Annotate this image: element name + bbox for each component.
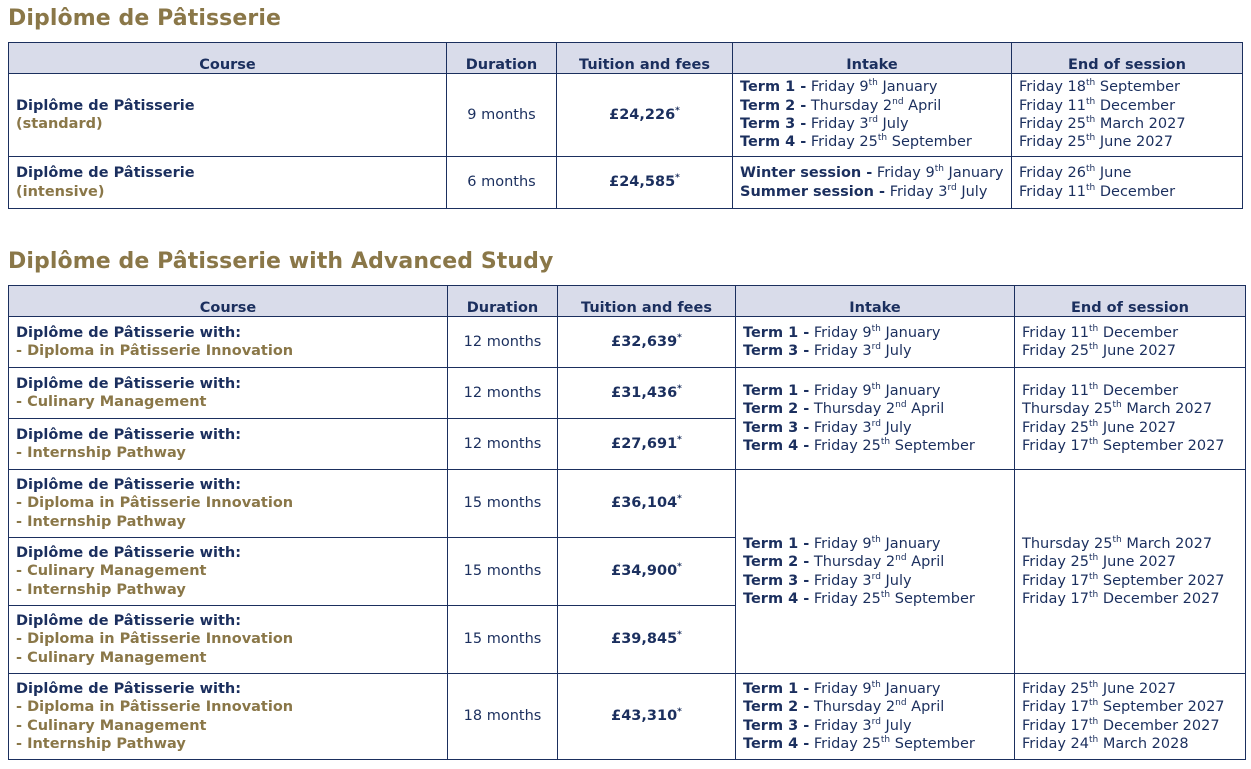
- end-cell: [1012, 157, 1243, 209]
- course-cell: [9, 538, 448, 606]
- table-header-row: [9, 43, 1243, 74]
- course-option: - Culinary Management: [16, 717, 207, 734]
- end-line: Friday 25th June 2027: [1019, 133, 1173, 151]
- header-intake: Intake: [736, 286, 1015, 317]
- intake-cell: [733, 74, 1012, 157]
- end-line: Friday 25th March 2027: [1019, 115, 1186, 132]
- intake-line: Term 2 - Thursday 2nd April: [740, 96, 942, 114]
- intake-cell: [733, 157, 1012, 209]
- intake-line: Term 2 - Thursday 2nd April: [743, 698, 945, 716]
- header-tuition: Tuition and fees: [558, 286, 736, 317]
- course-cell: [9, 674, 448, 760]
- end-line: Thursday 25th March 2027: [1022, 400, 1213, 418]
- duration-cell: 18 months: [448, 674, 558, 760]
- end-line: Friday 24th March 2028: [1022, 734, 1189, 752]
- fee-cell: £36,104*: [558, 470, 736, 538]
- end-line: Friday 17th September 2027: [1022, 571, 1225, 589]
- end-line: Friday 11th December: [1019, 96, 1176, 114]
- intake-line: Term 4 - Friday 25th September: [743, 589, 975, 607]
- end-line: Friday 25th June 2027: [1022, 680, 1176, 697]
- course-option: - Diploma in Pâtisserie Innovation: [16, 699, 294, 716]
- fee-cell: £24,585*: [557, 157, 733, 209]
- course-name: Diplôme de Pâtisserie: [16, 165, 195, 182]
- fee-cell: £43,310*: [558, 674, 736, 760]
- course-cell: [9, 157, 447, 209]
- fee-cell: £32,639*: [558, 317, 736, 368]
- diplome-table: [8, 42, 1243, 209]
- fee-cell: £31,436*: [558, 368, 736, 419]
- intake-cell: [736, 470, 1015, 674]
- duration-cell: 6 months: [447, 157, 557, 209]
- table-row: [9, 674, 1246, 760]
- header-duration: Duration: [447, 43, 557, 74]
- course-cell: [9, 606, 448, 674]
- header-course: Course: [9, 43, 447, 74]
- intake-line: Term 2 - Thursday 2nd April: [743, 400, 945, 418]
- fee-cell: £27,691*: [558, 419, 736, 470]
- intake-line: Term 3 - Friday 3rd July: [743, 716, 912, 734]
- end-line: Friday 18th September: [1019, 78, 1181, 96]
- header-end-of-session: End of session: [1012, 43, 1243, 74]
- header-course: Course: [9, 286, 448, 317]
- advanced-study-table: [8, 285, 1246, 760]
- course-option: - Diploma in Pâtisserie Innovation: [16, 631, 294, 648]
- end-line: Friday 17th September 2027: [1022, 698, 1225, 716]
- course-variant: (standard): [16, 116, 103, 132]
- course-name: Diplôme de Pâtisserie with:: [16, 680, 242, 697]
- course-cell: [9, 368, 448, 419]
- end-line: Friday 17th December 2027: [1022, 716, 1220, 734]
- duration-cell: 12 months: [448, 368, 558, 419]
- intake-line: Term 1 - Friday 9th January: [740, 78, 938, 96]
- end-line: Friday 11th December: [1022, 382, 1179, 399]
- intake-line: Term 3 - Friday 3rd July: [743, 418, 912, 436]
- end-cell: [1012, 74, 1243, 157]
- course-name: Diplôme de Pâtisserie with:: [16, 477, 242, 494]
- intake-cell: [736, 368, 1015, 470]
- course-cell: [9, 419, 448, 470]
- section-title-diplome: Diplôme de Pâtisserie: [8, 6, 281, 31]
- course-variant: (intensive): [16, 183, 105, 200]
- intake-cell: [736, 317, 1015, 368]
- table-header-row: [9, 286, 1246, 317]
- end-line: Thursday 25th March 2027: [1022, 535, 1213, 552]
- table-row: [9, 74, 1243, 157]
- end-line: Friday 17th December 2027: [1022, 589, 1220, 607]
- fee-cell: £39,845*: [558, 606, 736, 674]
- course-name: Diplôme de Pâtisserie with:: [16, 613, 242, 630]
- end-line: Friday 25th June 2027: [1022, 553, 1176, 571]
- header-intake: Intake: [733, 43, 1012, 74]
- course-name: Diplôme de Pâtisserie: [16, 97, 195, 114]
- course-cell: [9, 317, 448, 368]
- intake-line: Term 4 - Friday 25th September: [743, 436, 975, 454]
- intake-line: Term 4 - Friday 25th September: [743, 734, 975, 752]
- header-duration: Duration: [448, 286, 558, 317]
- course-name: Diplôme de Pâtisserie with:: [16, 324, 242, 341]
- table-row: [9, 317, 1246, 368]
- course-option: - Internship Pathway: [16, 581, 186, 598]
- course-cell: [9, 470, 448, 538]
- intake-line: Term 3 - Friday 3rd July: [743, 571, 912, 589]
- intake-line: Term 1 - Friday 9th January: [743, 382, 941, 399]
- table-row: [9, 368, 1246, 419]
- end-cell: [1015, 317, 1246, 368]
- course-option: - Internship Pathway: [16, 445, 186, 461]
- course-cell: [9, 74, 447, 157]
- end-line: Friday 26th June: [1019, 164, 1132, 182]
- duration-cell: 12 months: [448, 317, 558, 368]
- course-option: - Diploma in Pâtisserie Innovation: [16, 495, 294, 512]
- header-tuition: Tuition and fees: [557, 43, 733, 74]
- intake-line: Summer session - Friday 3rd July: [740, 182, 988, 200]
- course-option: - Culinary Management: [16, 563, 207, 580]
- end-line: Friday 17th September 2027: [1022, 436, 1225, 454]
- intake-line: Term 3 - Friday 3rd July: [743, 342, 912, 359]
- table-row: [9, 157, 1243, 209]
- duration-cell: 15 months: [448, 606, 558, 674]
- course-name: Diplôme de Pâtisserie with:: [16, 375, 242, 392]
- end-cell: [1015, 368, 1246, 470]
- duration-cell: 9 months: [447, 74, 557, 157]
- section-title-advanced-study: Diplôme de Pâtisserie with Advanced Study: [8, 249, 554, 274]
- end-line: Friday 25th June 2027: [1022, 418, 1176, 436]
- header-end-of-session: End of session: [1015, 286, 1246, 317]
- course-option: - Internship Pathway: [16, 735, 186, 752]
- intake-line: Term 4 - Friday 25th September: [740, 133, 972, 151]
- intake-line: Term 1 - Friday 9th January: [743, 680, 941, 697]
- intake-cell: [736, 674, 1015, 760]
- course-option: - Diploma in Pâtisserie Innovation: [16, 343, 294, 359]
- end-line: Friday 11th December: [1019, 182, 1176, 200]
- intake-line: Term 1 - Friday 9th January: [743, 535, 941, 552]
- table-row: [9, 470, 1246, 538]
- intake-line: Winter session - Friday 9th January: [740, 164, 1004, 182]
- course-option: - Culinary Management: [16, 394, 207, 410]
- course-option: - Culinary Management: [16, 649, 207, 666]
- intake-line: Term 1 - Friday 9th January: [743, 323, 941, 341]
- course-option: - Internship Pathway: [16, 513, 186, 530]
- duration-cell: 15 months: [448, 538, 558, 606]
- end-line: Friday 25th June 2027: [1022, 342, 1176, 359]
- duration-cell: 15 months: [448, 470, 558, 538]
- fee-cell: £34,900*: [558, 538, 736, 606]
- intake-line: Term 2 - Thursday 2nd April: [743, 553, 945, 571]
- end-line: Friday 11th December: [1022, 323, 1179, 341]
- end-cell: [1015, 674, 1246, 760]
- course-name: Diplôme de Pâtisserie with:: [16, 426, 242, 443]
- end-cell: [1015, 470, 1246, 674]
- duration-cell: 12 months: [448, 419, 558, 470]
- course-name: Diplôme de Pâtisserie with:: [16, 545, 242, 562]
- fee-cell: £24,226*: [557, 74, 733, 157]
- intake-line: Term 3 - Friday 3rd July: [740, 115, 909, 132]
